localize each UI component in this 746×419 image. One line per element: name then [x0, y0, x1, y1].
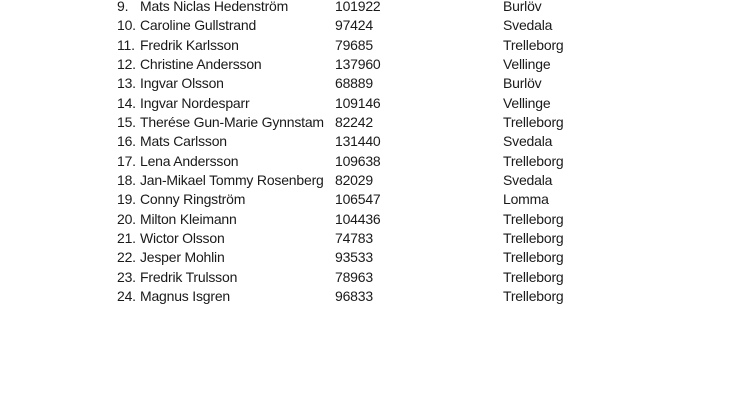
list-item [0, 16, 746, 35]
club-name: Lomma [503, 191, 549, 208]
club-name: Trelleborg [503, 152, 564, 169]
member-id: 97424 [335, 17, 373, 34]
person-name: Lena Andersson [140, 152, 239, 169]
list-item [0, 248, 746, 267]
member-id: 82029 [335, 172, 373, 189]
person-name: Therése Gun-Marie Gynnstam [140, 114, 324, 131]
club-name: Burlöv [503, 75, 542, 92]
club-name: Trelleborg [503, 249, 564, 266]
list-item [0, 94, 746, 113]
list-item [0, 210, 746, 229]
rank-number: 20. [117, 210, 136, 227]
person-name: Christine Andersson [140, 56, 262, 73]
club-name: Trelleborg [503, 288, 564, 305]
member-id: 82242 [335, 114, 373, 131]
list-item [0, 74, 746, 93]
list-item [0, 152, 746, 171]
list-item [0, 0, 746, 16]
person-name: Conny Ringström [140, 191, 246, 208]
member-id: 109146 [335, 94, 381, 111]
member-id: 101922 [335, 0, 381, 14]
list-item [0, 229, 746, 248]
list-item [0, 55, 746, 74]
person-name: Caroline Gullstrand [140, 17, 257, 34]
person-name: Wictor Olsson [140, 230, 225, 247]
club-name: Trelleborg [503, 210, 564, 227]
club-name: Trelleborg [503, 36, 564, 53]
club-name: Trelleborg [503, 114, 564, 131]
person-name: Ingvar Nordesparr [140, 94, 250, 111]
rank-number: 14. [117, 94, 136, 111]
club-name: Trelleborg [503, 268, 564, 285]
rank-number: 12. [117, 56, 136, 73]
member-id: 109638 [335, 152, 381, 169]
list-item [0, 268, 746, 287]
member-id: 68889 [335, 75, 373, 92]
list-item [0, 36, 746, 55]
member-id: 131440 [335, 133, 381, 150]
rank-number: 19. [117, 191, 136, 208]
list-item [0, 132, 746, 151]
member-id: 79685 [335, 36, 373, 53]
member-id: 96833 [335, 288, 373, 305]
member-id: 104436 [335, 210, 381, 227]
rank-number: 9. [117, 0, 129, 14]
rank-number: 23. [117, 268, 136, 285]
rank-number: 13. [117, 75, 136, 92]
person-name: Jesper Mohlin [140, 249, 225, 266]
club-name: Svedala [503, 17, 553, 34]
club-name: Svedala [503, 172, 553, 189]
person-name: Jan-Mikael Tommy Rosenberg [140, 172, 324, 189]
person-name: Mats Carlsson [140, 133, 227, 150]
rank-number: 17. [117, 152, 136, 169]
member-id: 137960 [335, 56, 381, 73]
person-name: Fredrik Trulsson [140, 268, 238, 285]
person-name: Milton Kleimann [140, 210, 237, 227]
rank-number: 11. [117, 36, 135, 53]
rank-number: 16. [117, 133, 136, 150]
rank-number: 21. [117, 230, 136, 247]
rank-number: 18. [117, 172, 136, 189]
club-name: Svedala [503, 133, 553, 150]
list-item [0, 190, 746, 209]
rank-number: 15. [117, 114, 136, 131]
rank-number: 22. [117, 249, 136, 266]
person-name: Mats Niclas Hedenström [140, 0, 289, 14]
rank-number: 24. [117, 288, 136, 305]
club-name: Burlöv [503, 0, 542, 14]
person-name: Fredrik Karlsson [140, 36, 239, 53]
club-name: Vellinge [503, 94, 551, 111]
club-name: Vellinge [503, 56, 551, 73]
list-item [0, 287, 746, 306]
member-id: 106547 [335, 191, 381, 208]
person-name: Magnus Isgren [140, 288, 231, 305]
list-item [0, 171, 746, 190]
member-id: 93533 [335, 249, 373, 266]
list-item [0, 113, 746, 132]
club-name: Trelleborg [503, 230, 564, 247]
person-name: Ingvar Olsson [140, 75, 224, 92]
member-id: 78963 [335, 268, 373, 285]
rank-number: 10. [117, 17, 136, 34]
member-id: 74783 [335, 230, 373, 247]
